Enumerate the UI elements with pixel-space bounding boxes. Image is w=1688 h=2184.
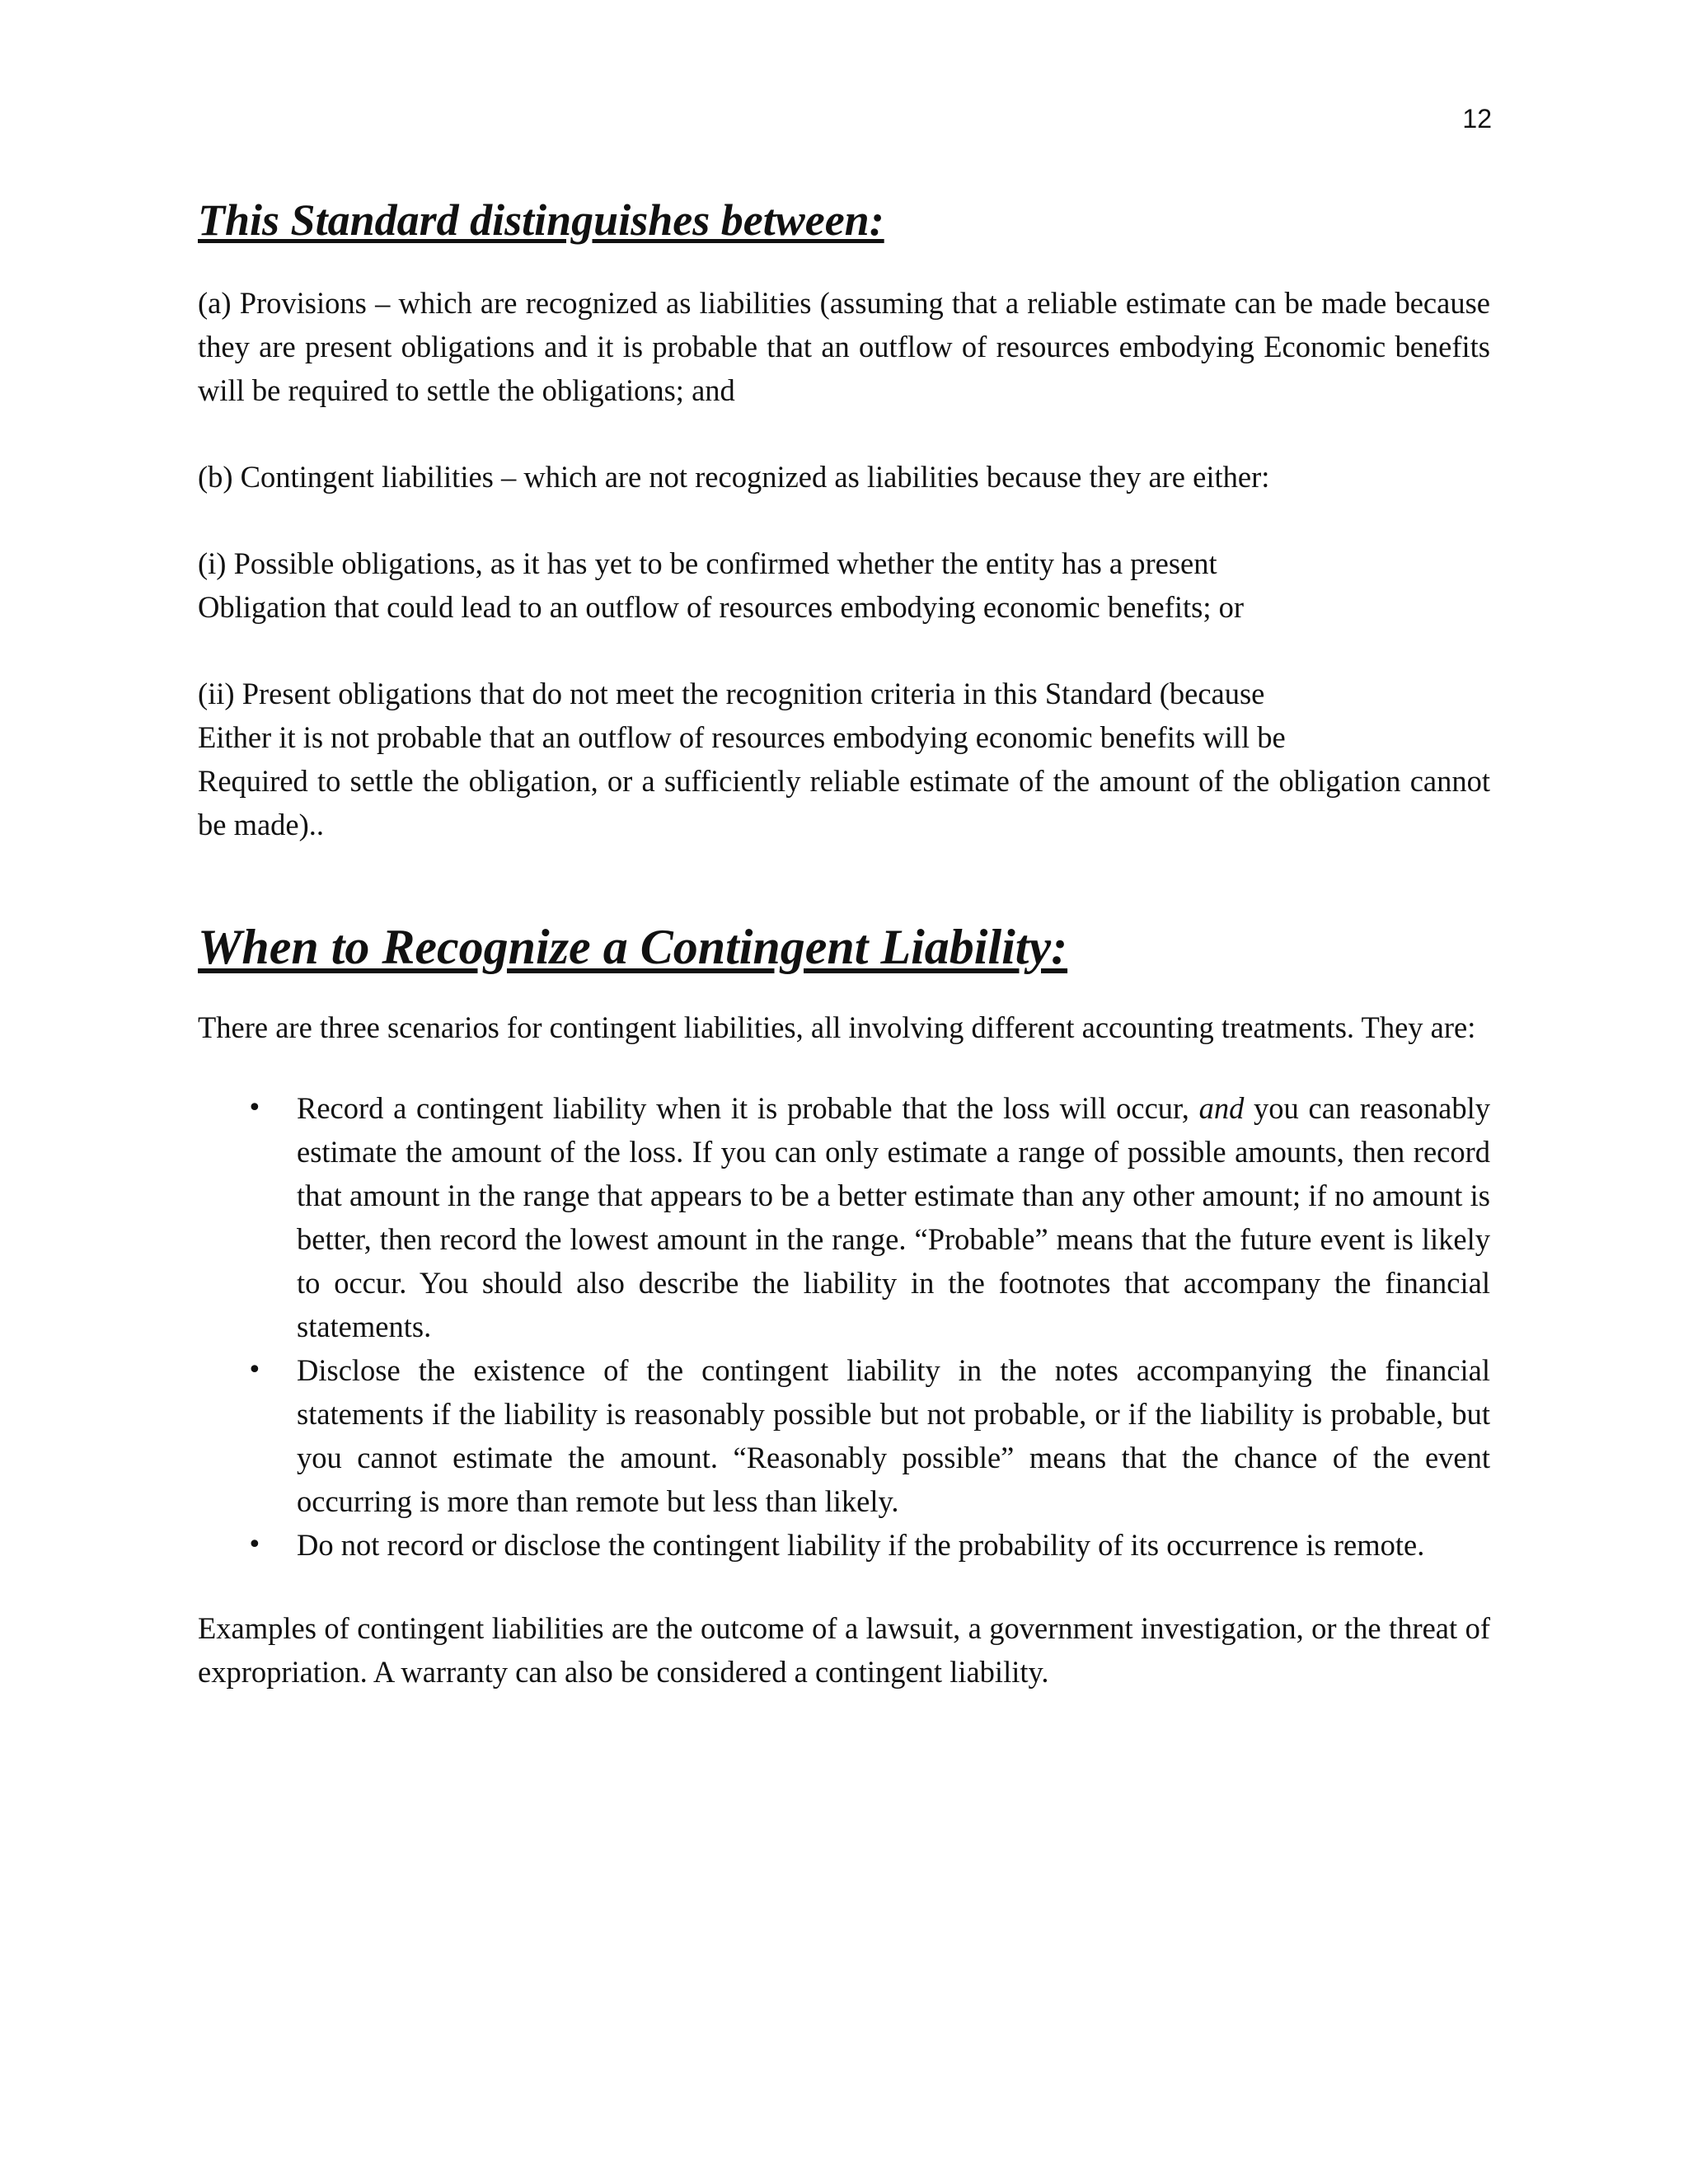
- paragraph-examples: Examples of contingent liabilities are the outcome of a lawsuit, a government investigation, or the threat of expropriation. A warranty can also be considered a contingent liability.: [198, 1611, 1490, 1689]
- list-item-record-emphasis: and: [1198, 1091, 1245, 1125]
- list-item-record-text-end: you can reasonably estimate the amount of the loss. If you can only estimate a range of possible amounts, then record that amount in the range that appears to be a better estimate than any other amount; if no amount is better, then record the lowest amount in the range. “Probable” means that the future event is likely to occur. You should also describe the liability in the footnotes that accompany the financial statements.: [297, 1091, 1490, 1343]
- list-item-record: [198, 1086, 1490, 1348]
- list-item-disclose-text: Disclose the existence of the contingent liability in the notes accompanying the financial statements if the liability is reasonably possible but not probable, or if the liability is probable, but you cannot estimate the amount. “Reasonably possible” means that the chance of the event occurring is more than remote but less than likely.: [297, 1353, 1490, 1518]
- paragraph-three-scenarios: There are three scenarios for contingent liabilities, all involving different accounting treatments. They are:: [198, 1010, 1476, 1044]
- paragraph-contingent-liabilities: (b) Contingent liabilities – which are not recognized as liabilities because they are either:: [198, 460, 1270, 494]
- list-item-do-not-record: [198, 1523, 1490, 1567]
- page-content: [198, 194, 1490, 1694]
- paragraph-present-obligations-line2: Either it is not probable that an outflow of resources embodying economic benefits will be: [198, 720, 1286, 754]
- bullet-icon: •: [247, 1530, 262, 1559]
- scenario-list: [198, 1086, 1490, 1567]
- list-item-record-text-start: Record a contingent liability when it is probable that the loss will occur,: [297, 1091, 1199, 1125]
- section-heading-recognize: When to Recognize a Contingent Liability:: [198, 920, 1068, 974]
- list-item-disclose: [198, 1348, 1490, 1523]
- paragraph-possible-obligations-line1: (i) Possible obligations, as it has yet to be confirmed whether the entity has a present: [198, 546, 1217, 580]
- paragraph-provisions: (a) Provisions – which are recognized as liabilities (assuming that a reliable estimate can be made because they are present obligations and it is probable that an outflow of resources embodying Economic benefits will be required to settle the obligations; and: [198, 286, 1490, 407]
- bullet-icon: •: [247, 1094, 262, 1122]
- paragraph-present-obligations-rest: Required to settle the obligation, or a sufficiently reliable estimate of the amount of the obligation cannot be made)..: [198, 764, 1490, 841]
- list-item-do-not-record-text: Do not record or disclose the contingent liability if the probability of its occurrence is remote.: [297, 1528, 1425, 1562]
- bullet-icon: •: [247, 1356, 262, 1385]
- paragraph-possible-obligations-line2: Obligation that could lead to an outflow of resources embodying economic benefits; or: [198, 590, 1245, 624]
- section-heading-distinguishes: This Standard distinguishes between:: [198, 195, 884, 245]
- paragraph-present-obligations-line1: (ii) Present obligations that do not meet the recognition criteria in this Standard (because: [198, 677, 1265, 710]
- page-number: 12: [1462, 104, 1492, 134]
